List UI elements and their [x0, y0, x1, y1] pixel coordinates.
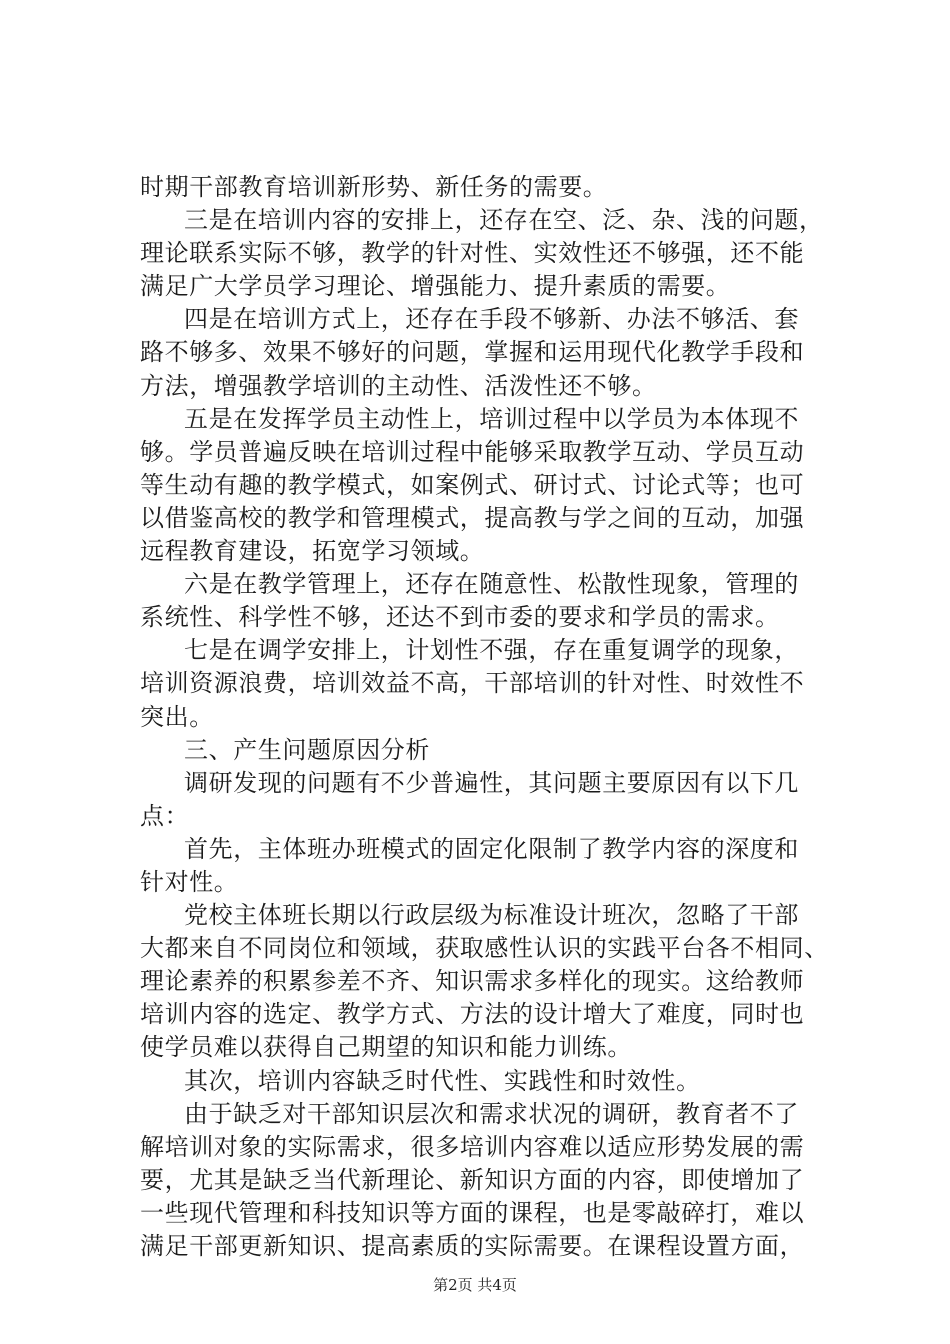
text-line: 三是在培训内容的安排上，还存在空、泛、杂、浅的问题， — [184, 206, 824, 235]
text-line: 首先，主体班办班模式的固定化限制了教学内容的深度和 — [184, 834, 799, 863]
text-line: 方法，增强教学培训的主动性、活泼性还不够。 — [140, 371, 657, 400]
text-line: 要，尤其是缺乏当代新理论、新知识方面的内容，即使增加了 — [140, 1165, 805, 1194]
text-line: 培训内容的选定、教学方式、方法的设计增大了难度，同时也 — [140, 1000, 805, 1029]
text-line: 等生动有趣的教学模式，如案例式、研讨式、讨论式等；也可 — [140, 470, 805, 499]
text-line: 针对性。 — [140, 867, 239, 896]
text-line: 三、产生问题原因分析 — [184, 735, 430, 764]
document-body — [140, 171, 840, 1263]
text-line: 路不够多、效果不够好的问题，掌握和运用现代化教学手段和 — [140, 338, 805, 367]
text-line: 五是在发挥学员主动性上，培训过程中以学员为本体现不 — [184, 404, 799, 433]
text-line: 使学员难以获得自己期望的知识和能力训练。 — [140, 1033, 632, 1062]
text-line: 解培训对象的实际需求，很多培训内容难以适应形势发展的需 — [140, 1132, 805, 1161]
text-line: 大都来自不同岗位和领域，获取感性认识的实践平台各不相同、 — [140, 934, 829, 963]
text-line: 系统性、科学性不够，还达不到市委的要求和学员的需求。 — [140, 603, 780, 632]
text-line: 一些现代管理和科技知识等方面的课程，也是零敲碎打，难以 — [140, 1198, 805, 1227]
text-line: 由于缺乏对干部知识层次和需求状况的调研，教育者不了 — [184, 1099, 799, 1128]
text-line: 其次，培训内容缺乏时代性、实践性和时效性。 — [184, 1066, 701, 1095]
text-line: 理论联系实际不够，教学的针对性、实效性还不够强，还不能 — [140, 239, 805, 268]
text-line: 够。学员普遍反映在培训过程中能够采取教学互动、学员互动 — [140, 437, 805, 466]
page-footer: 第2页 共4页 — [433, 1276, 517, 1294]
text-line: 点： — [140, 801, 190, 830]
text-line: 培训资源浪费，培训效益不高，干部培训的针对性、时效性不 — [140, 669, 805, 698]
text-line: 党校主体班长期以行政层级为标准设计班次，忽略了干部 — [184, 901, 799, 930]
text-line: 以借鉴高校的教学和管理模式，提高教与学之间的互动，加强 — [140, 503, 805, 532]
text-line: 远程教育建设，拓宽学习领域。 — [140, 537, 485, 566]
text-line: 四是在培训方式上，还存在手段不够新、办法不够活、套 — [184, 305, 799, 334]
text-line: 七是在调学安排上，计划性不强，存在重复调学的现象， — [184, 636, 799, 665]
text-line: 满足干部更新知识、提高素质的实际需要。在课程设置方面， — [140, 1232, 805, 1260]
text-line: 满足广大学员学习理论、增强能力、提升素质的需要。 — [140, 272, 731, 301]
text-line: 突出。 — [140, 702, 214, 731]
text-line: 理论素养的积累参差不齐、知识需求多样化的现实。这给教师 — [140, 967, 805, 996]
text-line: 调研发现的问题有不少普遍性，其问题主要原因有以下几 — [184, 768, 799, 797]
text-line: 六是在教学管理上，还存在随意性、松散性现象，管理的 — [184, 570, 799, 599]
text-line: 时期干部教育培训新形势、新任务的需要。 — [140, 173, 608, 201]
